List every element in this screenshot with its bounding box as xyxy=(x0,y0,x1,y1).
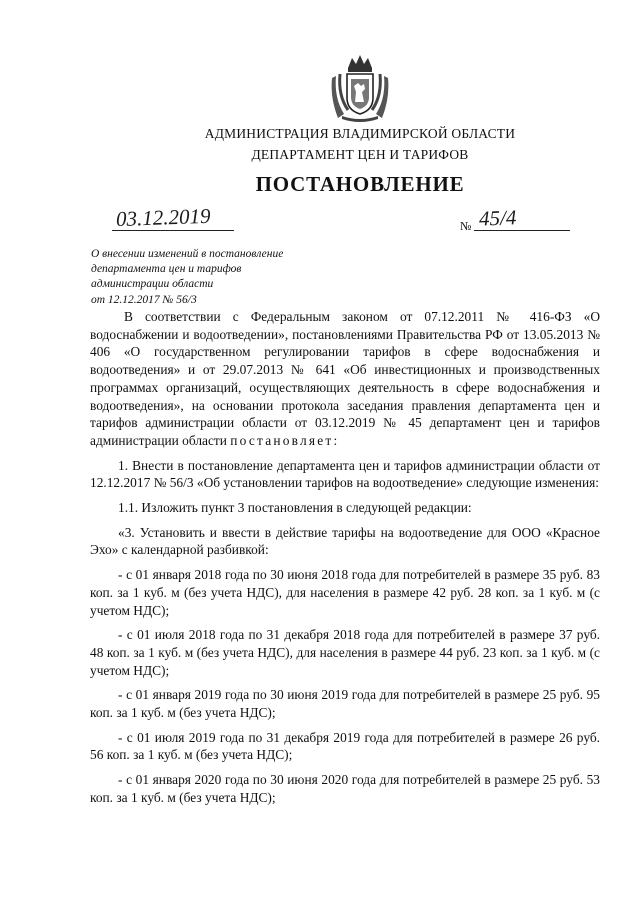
document-number: 45/4 xyxy=(478,205,517,231)
subject-line: О внесении изменений в постановление xyxy=(91,248,284,260)
item-3-paragraph: «3. Установить и ввести в действие тарифы на водоотведение для ООО «Красное Эхо» с календарной разбивкой: xyxy=(90,524,600,558)
document-date: 03.12.2019 xyxy=(115,203,211,232)
date-underline xyxy=(112,230,234,231)
tariff-period-paragraph: - с 01 июля 2018 года по 31 декабря 2018 года для потребителей в размере 37 руб. 48 коп. за 1 куб. м (без учета НДС), для населения в размере 44 руб. 23 коп. за 1 куб. м (с учетом НДС); xyxy=(90,627,600,678)
document-subject xyxy=(91,247,351,308)
intro-paragraph xyxy=(90,308,600,450)
org-name: АДМИНИСТРАЦИЯ ВЛАДИМИРСКОЙ ОБЛАСТИ xyxy=(204,126,516,141)
subject-line: департамента цен и тарифов xyxy=(91,263,242,276)
tariff-period-paragraph: - с 01 июля 2019 года по 31 декабря 2019 года для потребителей в размере 26 руб. 56 коп. за 1 куб. м (без учета НДС); xyxy=(90,729,600,763)
number-label: № xyxy=(460,219,472,233)
number-underline xyxy=(474,230,570,231)
document-type-title: ПОСТАНОВЛЕНИЕ xyxy=(255,172,465,196)
document-body xyxy=(90,308,600,814)
coat-of-arms-icon xyxy=(330,52,390,122)
item-1-paragraph: 1. Внести в постановление департамента цен и тарифов администрации области от 12.12.2017 № 56/3 «Об установлении тарифов на водоотведение» следующие изменения: xyxy=(90,457,600,491)
tariff-period-paragraph: - с 01 января 2019 года по 30 июня 2019 года для потребителей в размере 25 руб. 95 коп. за 1 куб. м (без учета НДС); xyxy=(90,687,600,721)
subject-line: от 12.12.2017 № 56/3 xyxy=(91,293,197,306)
tariff-period-paragraph: - с 01 января 2018 года по 30 июня 2018 года для потребителей в размере 35 руб. 83 коп. за 1 куб. м (без учета НДС), для населения в размере 42 руб. 28 коп. за 1 куб. м (с учетом НДС); xyxy=(90,567,600,618)
item-1-1-paragraph: 1.1. Изложить пункт 3 постановления в следующей редакции: xyxy=(118,500,472,516)
tariff-period-paragraph: - с 01 января 2020 года по 30 июня 2020 года для потребителей в размере 25 руб. 53 коп. за 1 куб. м (без учета НДС); xyxy=(90,772,600,805)
department-name: ДЕПАРТАМЕНТ ЦЕН И ТАРИФОВ xyxy=(251,147,469,162)
decree-word: постановляет: xyxy=(230,432,340,448)
intro-text: В соответствии с Федеральным законом от 07.12.2011 № 416-ФЗ «О водоснабжении и водоотведении», постановлениями Правительства РФ от 13.05.2013 № 406 «О государственном регулировании тарифов в сфере водоснабжения и водоотведения» и от 29.07.2013 № 641 «Об инвестиционных и производственных программах организаций, осуществляющих деятельность в сфере водоснабжения и водоотведения», на основании протокола заседания правления департамента цен и тарифов администрации области от 03.12.2019 № 45 департамент цен и тарифов администрации области xyxy=(90,309,600,448)
subject-line: администрации области xyxy=(91,278,214,291)
